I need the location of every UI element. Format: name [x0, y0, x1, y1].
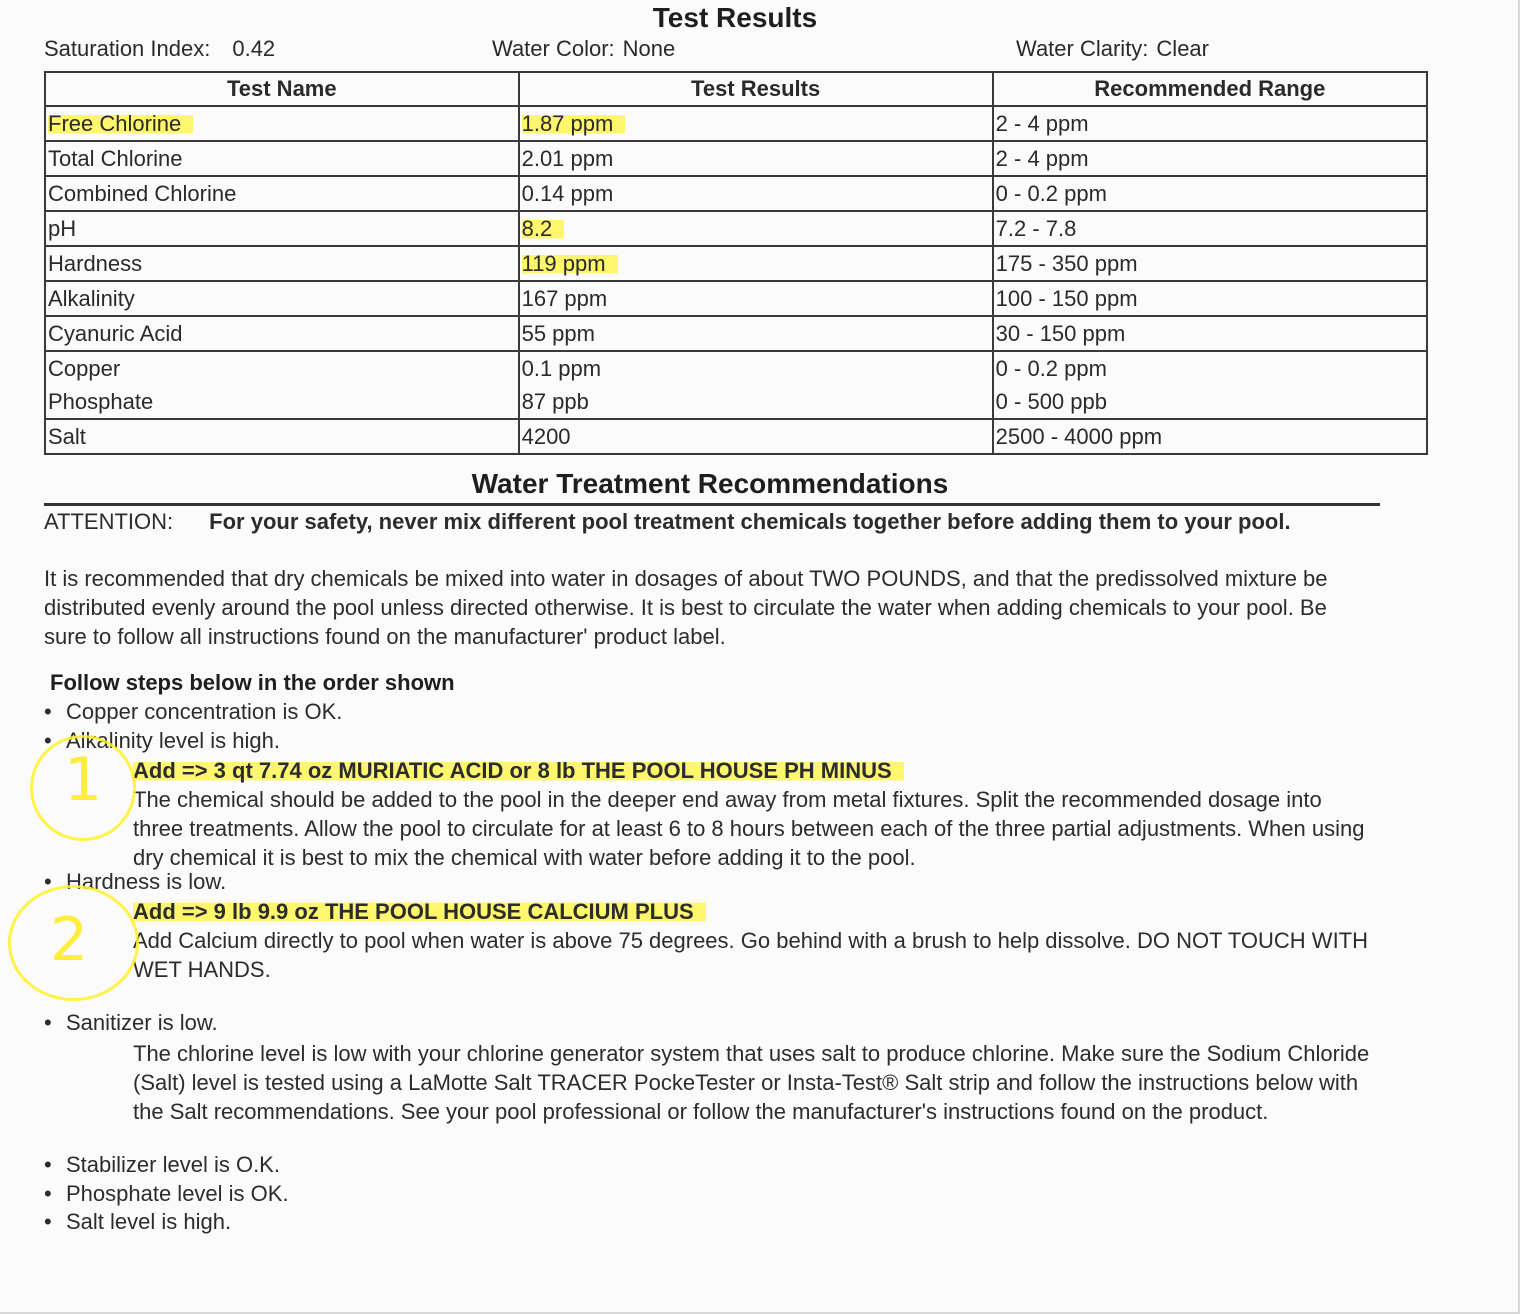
water-clarity-value: Clear [1156, 36, 1209, 61]
test-result-cell: 0.14 ppm [519, 176, 993, 211]
test-result-cell: 2.01 ppm [519, 141, 993, 176]
test-range-cell: 7.2 - 7.8 [993, 211, 1427, 246]
bullet-text: Copper concentration is OK. [66, 699, 343, 724]
step-two-number: 2 [50, 905, 89, 975]
test-range-cell: 2 - 4 ppm [993, 141, 1427, 176]
attention-label: ATTENTION: [44, 509, 174, 534]
hardness-treatment [133, 897, 1373, 984]
water-color [492, 36, 675, 62]
test-range-cell: 0 - 0.2 ppm [993, 176, 1427, 211]
bullet-text: Phosphate level is OK. [66, 1181, 289, 1206]
column-header-test-name: Test Name [45, 72, 519, 106]
test-range-cell: 175 - 350 ppm [993, 246, 1427, 281]
sanitizer-instructions: The chlorine level is low with your chlorine generator system that uses salt to produce chlorine. Make sure the Sodium Chloride (Salt) level is tested using a LaMotte Salt TRACER PockeTester or Insta-Test® Salt strip and follow the instructions below with the Salt recommendations. See your pool professional or follow the manufacturer's instructions found on the product. [133, 1041, 1370, 1124]
table-row [45, 106, 1427, 141]
step-one-number: 1 [64, 745, 103, 815]
bullet-text: Hardness is low. [66, 869, 227, 894]
test-name-cell: pH [45, 211, 519, 246]
bullet-text: Alkalinity level is high. [66, 728, 280, 753]
bullet-icon: • [44, 728, 52, 753]
water-clarity [1016, 36, 1209, 62]
saturation-value: 0.42 [232, 36, 276, 61]
test-name-cell: Hardness [45, 246, 519, 281]
water-color-value: None [622, 36, 676, 61]
table-header-row [45, 72, 1427, 106]
test-name-cell: Total Chlorine [45, 141, 519, 176]
column-header-test-results: Test Results [519, 72, 993, 106]
test-name-cell [45, 106, 519, 141]
test-range-cell: 0 - 0.2 ppm [993, 351, 1427, 385]
test-result-cell [519, 211, 993, 246]
bullet-icon: • [44, 1181, 52, 1206]
test-range-cell: 2 - 4 ppm [993, 106, 1427, 141]
saturation-index [44, 36, 275, 62]
intro-text: It is recommended that dry chemicals be mixed into water in dosages of about TWO POUNDS, and that the predissolved mixture be distributed evenly around the pool unless directed otherwise. It is best to circulate the water when adding chemicals to your pool. Be sure to follow all instructions found on the manufacturer' product label. [44, 566, 1328, 649]
table-row [45, 419, 1427, 454]
water-clarity-label: Water Clarity: [1016, 36, 1149, 61]
bullet-text: Sanitizer is low. [66, 1010, 218, 1035]
table-row [45, 141, 1427, 176]
test-range-cell: 0 - 500 ppb [993, 385, 1427, 419]
test-name-cell: Phosphate [45, 385, 519, 419]
bullet-icon: • [44, 699, 52, 724]
test-results-table [44, 71, 1428, 455]
test-range-cell: 2500 - 4000 ppm [993, 419, 1427, 454]
table-row [45, 246, 1427, 281]
heading-divider [44, 503, 1380, 506]
list-item [44, 699, 342, 725]
test-name-cell: Salt [45, 419, 519, 454]
list-item [44, 1010, 218, 1036]
hardness-dosage [133, 897, 1373, 926]
bullet-text: Salt level is high. [66, 1209, 232, 1234]
hardness-dosage-text: Add => 9 lb 9.9 oz THE POOL HOUSE CALCIUM PLUS [133, 899, 706, 924]
table-row [45, 176, 1427, 211]
list-item [44, 1181, 289, 1207]
table-row [45, 316, 1427, 351]
water-color-label: Water Color: [492, 36, 615, 61]
bullet-icon: • [44, 1152, 52, 1177]
test-result-cell: 55 ppm [519, 316, 993, 351]
highlighted-test-result: 8.2 [522, 216, 565, 241]
test-result-cell: 167 ppm [519, 281, 993, 316]
bullet-text: Stabilizer level is O.K. [66, 1152, 280, 1177]
test-name-cell: Combined Chlorine [45, 176, 519, 211]
test-range-cell: 100 - 150 ppm [993, 281, 1427, 316]
alkalinity-dosage [133, 756, 1373, 785]
page-title: Test Results [652, 2, 818, 33]
test-result-cell: 87 ppb [519, 385, 993, 419]
recommendations-heading: Water Treatment Recommendations [471, 468, 949, 499]
bullet-icon: • [44, 869, 52, 894]
test-result-cell: 0.1 ppm [519, 351, 993, 385]
steps-heading: Follow steps below in the order shown [50, 670, 455, 695]
test-range-cell: 30 - 150 ppm [993, 316, 1427, 351]
table-row [45, 211, 1427, 246]
list-item [44, 1152, 280, 1178]
bullet-icon: • [44, 1010, 52, 1035]
column-header-recommended-range: Recommended Range [993, 72, 1427, 106]
highlighted-test-result: 119 ppm [522, 251, 618, 276]
table-row [45, 385, 1427, 419]
highlighted-test-name: Free Chlorine [48, 111, 193, 136]
list-item [44, 1209, 231, 1235]
bullet-icon: • [44, 1209, 52, 1234]
highlighted-test-result: 1.87 ppm [522, 111, 626, 136]
hardness-instructions: Add Calcium directly to pool when water is above 75 degrees. Go behind with a brush to help dissolve. DO NOT TOUCH WITH WET HANDS. [133, 928, 1369, 982]
saturation-label: Saturation Index: [44, 36, 211, 61]
test-result-cell [519, 106, 993, 141]
table-row [45, 281, 1427, 316]
alkalinity-dosage-text: Add => 3 qt 7.74 oz MURIATIC ACID or 8 lb THE POOL HOUSE PH MINUS [133, 758, 904, 783]
table-row [45, 351, 1427, 385]
test-name-cell: Cyanuric Acid [45, 316, 519, 351]
alkalinity-treatment [133, 756, 1373, 872]
attention-notice [44, 507, 1374, 536]
alkalinity-instructions: The chemical should be added to the pool in the deeper end away from metal fixtures. Split the recommended dosage into three treatments. Allow the pool to circulate for at least 6 to 8 hours between each of the three partial adjustments. When using dry chemical it is best to mix the chemical with water before adding it to the pool. [133, 787, 1365, 870]
test-name-cell: Alkalinity [45, 281, 519, 316]
test-result-cell [519, 246, 993, 281]
test-result-cell: 4200 [519, 419, 993, 454]
attention-text: For your safety, never mix different pool treatment chemicals together before adding them to your pool. [209, 509, 1291, 534]
test-name-cell: Copper [45, 351, 519, 385]
